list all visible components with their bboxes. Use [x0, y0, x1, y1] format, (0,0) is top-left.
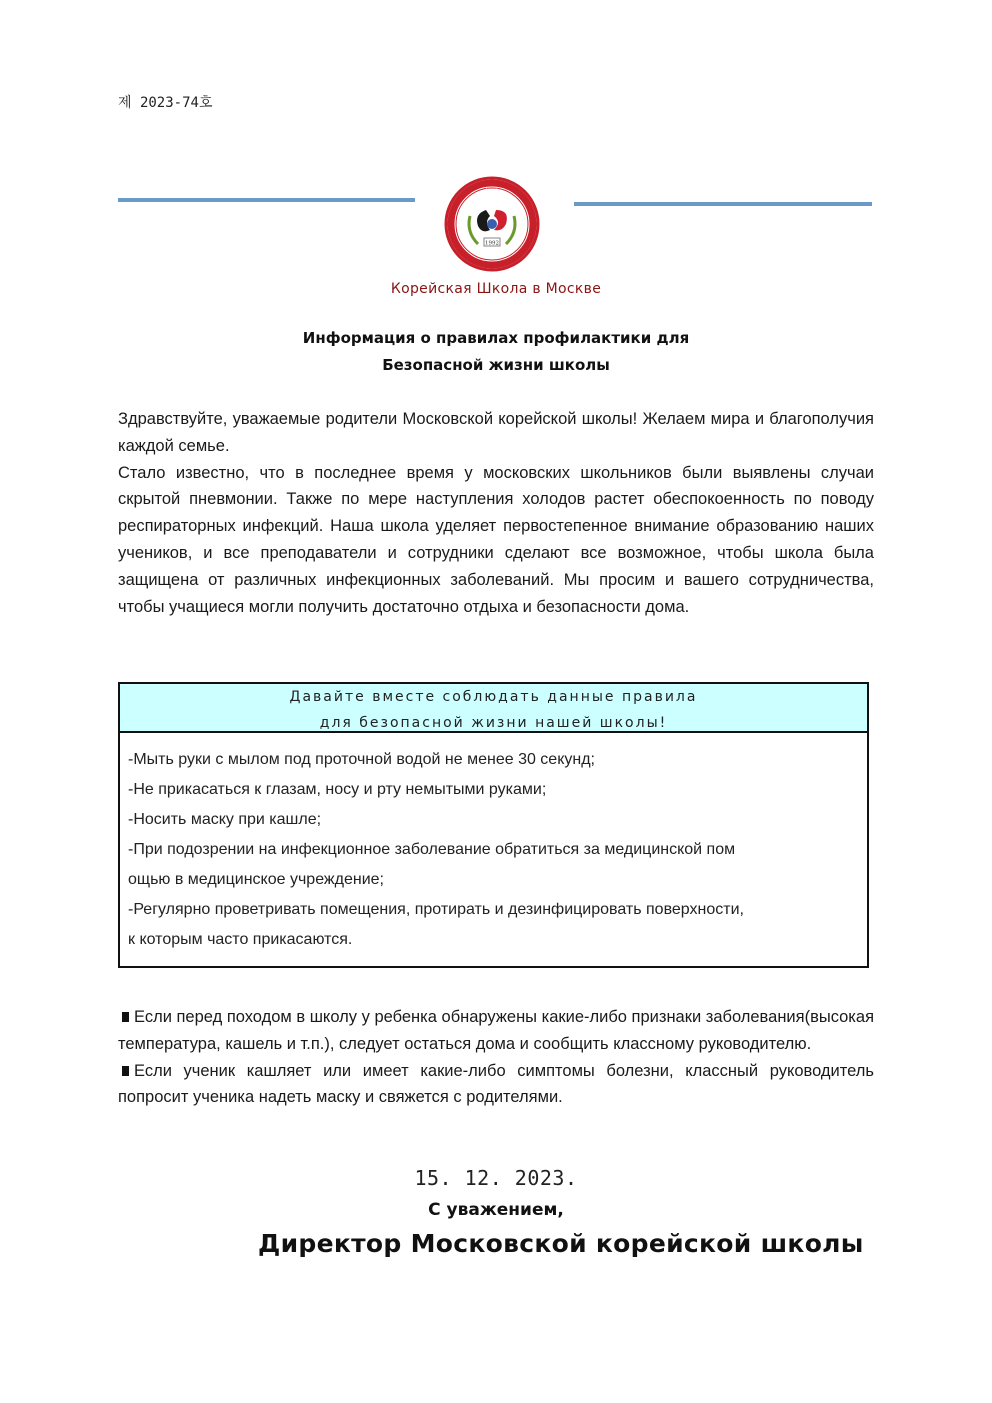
header-rule-left [118, 198, 415, 202]
signature: Директор Московской корейской школы [258, 1229, 864, 1258]
rules-box-header [120, 684, 867, 733]
svg-text:MKS: MKS [485, 188, 499, 195]
note-text: Если перед походом в школу у ребенка обнаружены какие-либо признаки заболевания(высокая температура, кашель и т.п.), следует остаться дома и сообщить классному руководителю. [118, 1008, 875, 1053]
rules-header-line: Давайте вместе соблюдать данные правила [289, 689, 698, 705]
document-title-line-1: Информация о правилах профилактики для [302, 329, 690, 347]
notes [118, 1004, 874, 1111]
intro-text [118, 406, 874, 620]
note-item [118, 1058, 874, 1112]
rules-list [120, 733, 867, 955]
rule-item: -Не прикасаться к глазам, носу и рту немытыми руками; [128, 781, 547, 798]
square-bullet-icon [122, 1066, 129, 1076]
school-emblem-icon [444, 176, 540, 272]
document-number: 제 2023-74호 [118, 95, 213, 111]
square-bullet-icon [122, 1012, 129, 1022]
document-title-line-2: Безопасной жизни школы [382, 356, 610, 374]
rule-item: -Мыть руки с мылом под проточной водой не менее 30 секунд; [128, 751, 595, 768]
rules-box [118, 682, 869, 968]
rules-header-line: для безопасной жизни нашей школы! [319, 715, 668, 731]
header-rule-right [574, 202, 872, 206]
rule-item-continuation: ощью в медицинское учреждение; [128, 871, 384, 888]
note-text: Если ученик кашляет или имеет какие-либо симптомы болезни, классный руководитель попросит ученика надеть маску и свяжется с родителями. [118, 1061, 874, 1107]
svg-text:1992: 1992 [485, 240, 499, 247]
rule-item: -Носить маску при кашле; [128, 811, 322, 828]
intro-paragraph: Здравствуйте, уважаемые родители Московской корейской школы! Желаем мира и благополучия каждой семье. [118, 410, 874, 455]
closing-regards: С уважением, [428, 1200, 564, 1220]
rule-item-continuation: к которым часто прикасаются. [128, 931, 353, 948]
note-item [118, 1004, 874, 1058]
document-date: 15. 12. 2023. [414, 1166, 578, 1190]
rule-item: -При подозрении на инфекционное заболевание обратиться за медицинской пом [128, 841, 736, 858]
rule-item: -Регулярно проветривать помещения, протирать и дезинфицировать поверхности, [128, 901, 744, 918]
school-name: Корейская Школа в Москве [390, 281, 602, 297]
intro-paragraph: Стало известно, что в последнее время у московских школьников были выявлены случаи скрытой пневмонии. Также по мере наступления холодов растет обеспокоенность по поводу респираторных инфекций. Наша школа уделяет первостепенное внимание образованию наших учеников, и все преподаватели и сотрудники сделают все возможное, чтобы школа была защищена от различных инфекционных заболеваний. Мы просим и вашего сотрудничества, чтобы учащиеся могли получить достаточно отдыха и безопасности дома. [118, 463, 874, 616]
